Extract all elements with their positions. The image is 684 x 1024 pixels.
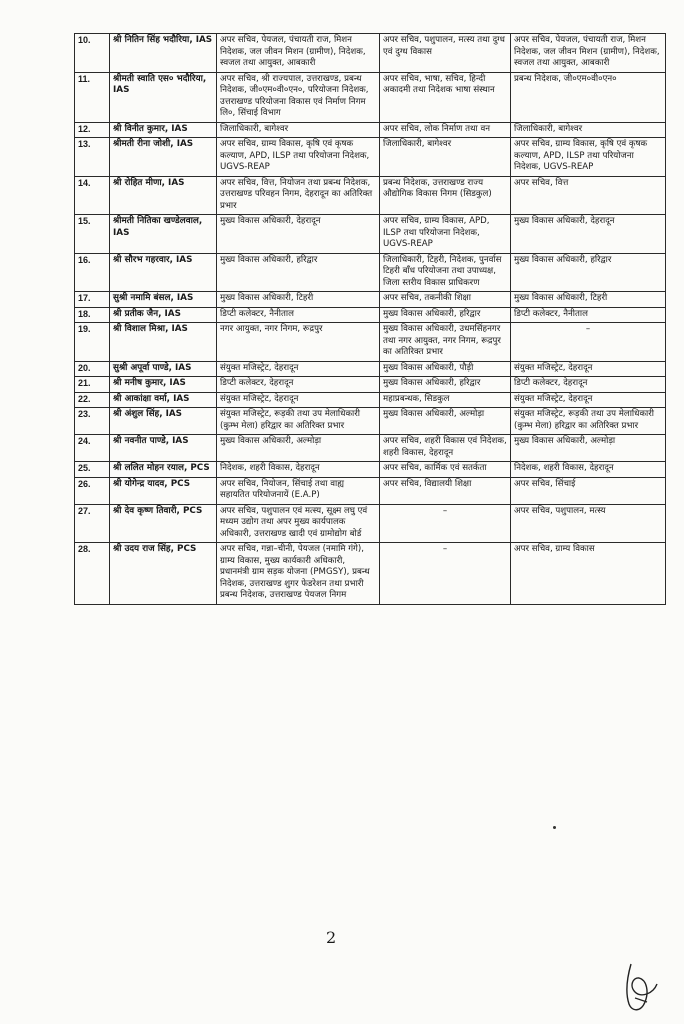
serial-number-cell: 25. — [75, 462, 110, 478]
serial-number-cell: 21. — [75, 377, 110, 393]
table-row — [75, 253, 666, 292]
serial-number-cell: 26. — [75, 477, 110, 504]
serial-number-cell: 14. — [75, 176, 110, 215]
current-posting-cell: जिलाधिकारी, बागेश्वर — [217, 122, 380, 138]
new-posting-cell: महाप्रबन्धक, सिडकुल — [380, 392, 511, 408]
officer-name-cell: श्री ललित मोहन रयाल, PCS — [110, 462, 217, 478]
new-posting-cell: मुख्य विकास अधिकारी, अल्मोड़ा — [380, 408, 511, 435]
serial-number-cell: 19. — [75, 323, 110, 362]
new-posting-cell: – — [380, 543, 511, 605]
retained-posting-cell: अपर सचिव, सिंचाई — [511, 477, 666, 504]
new-posting-cell: जिलाधिकारी, बागेश्वर — [380, 138, 511, 177]
table-row — [75, 408, 666, 435]
officer-name-cell: सुश्री नमामि बंसल, IAS — [110, 292, 217, 308]
serial-number-cell: 27. — [75, 504, 110, 543]
officer-name-cell: श्री प्रतीक जैन, IAS — [110, 307, 217, 323]
new-posting-cell: अपर सचिव, कार्मिक एवं सतर्कता — [380, 462, 511, 478]
new-posting-cell: अपर सचिव, विद्यालयी शिक्षा — [380, 477, 511, 504]
current-posting-cell: अपर सचिव, पेयजल, पंचायती राज, मिशन निदेशक, जल जीवन मिशन (ग्रामीण), निदेशक, स्वजल तथा आयुक्त, आबकारी — [217, 34, 380, 73]
current-posting-cell: मुख्य विकास अधिकारी, हरिद्वार — [217, 253, 380, 292]
table-row — [75, 543, 666, 605]
retained-posting-cell: – — [511, 323, 666, 362]
new-posting-cell: – — [380, 504, 511, 543]
retained-posting-cell: संयुक्त मजिस्ट्रेट, देहरादून — [511, 392, 666, 408]
handwritten-signature — [617, 958, 667, 1022]
table-body — [75, 34, 666, 605]
new-posting-cell: अपर सचिव, लोक निर्माण तथा वन — [380, 122, 511, 138]
current-posting-cell: अपर सचिव, वित्त, नियोजन तथा प्रबन्ध निदेशक, उत्तराखण्ड परिवहन निगम, देहरादून का अतिरिक्त प्रभार — [217, 176, 380, 215]
new-posting-cell: अपर सचिव, पशुपालन, मत्स्य तथा दुग्ध एवं दुग्ध विकास — [380, 34, 511, 73]
retained-posting-cell: मुख्य विकास अधिकारी, टिहरी — [511, 292, 666, 308]
current-posting-cell: नगर आयुक्त, नगर निगम, रूद्रपुर — [217, 323, 380, 362]
serial-number-cell: 28. — [75, 543, 110, 605]
retained-posting-cell: अपर सचिव, ग्राम्य विकास, कृषि एवं कृषक कल्याण, APD, ILSP तथा परियोजना निदेशक, UGVS-REAP — [511, 138, 666, 177]
officer-name-cell: श्री मनीष कुमार, IAS — [110, 377, 217, 393]
new-posting-cell: मुख्य विकास अधिकारी, उधमसिंहनगर तथा नगर आयुक्त, नगर निगम, रूद्रपुर का अतिरिक्त प्रभार — [380, 323, 511, 362]
table-row — [75, 462, 666, 478]
ink-dot — [553, 826, 556, 829]
table-row — [75, 72, 666, 122]
current-posting-cell: डिप्टी कलेक्टर, नैनीताल — [217, 307, 380, 323]
current-posting-cell: निदेशक, शहरी विकास, देहरादून — [217, 462, 380, 478]
current-posting-cell: मुख्य विकास अधिकारी, अल्मोड़ा — [217, 435, 380, 462]
transfer-list-table-container — [74, 33, 664, 605]
table-row — [75, 34, 666, 73]
serial-number-cell: 17. — [75, 292, 110, 308]
table-row — [75, 392, 666, 408]
serial-number-cell: 15. — [75, 215, 110, 254]
current-posting-cell: मुख्य विकास अधिकारी, देहरादून — [217, 215, 380, 254]
current-posting-cell: अपर सचिव, गन्ना–चीनी, पेयजल (नमामि गंगे), ग्राम्य विकास, मुख्य कार्यकारी अधिकारी, प्रधानमंत्री ग्राम सड़क योजना (PMGSY), प्रबन्ध निदेशक, उत्तराखण्ड शुगर फेडरेशन तथा प्रभारी प्रबन्ध निदेशक, उत्तराखण्ड पेयजल निगम — [217, 543, 380, 605]
retained-posting-cell: मुख्य विकास अधिकारी, देहरादून — [511, 215, 666, 254]
officer-name-cell: श्री नवनीत पाण्डे, IAS — [110, 435, 217, 462]
signature-icon — [617, 958, 667, 1018]
retained-posting-cell: डिप्टी कलेक्टर, देहरादून — [511, 377, 666, 393]
table-row — [75, 477, 666, 504]
serial-number-cell: 23. — [75, 408, 110, 435]
serial-number-cell: 10. — [75, 34, 110, 73]
retained-posting-cell: अपर सचिव, ग्राम्य विकास — [511, 543, 666, 605]
new-posting-cell: अपर सचिव, ग्राम्य विकास, APD, ILSP तथा परियोजना निदेशक, UGVS-REAP — [380, 215, 511, 254]
new-posting-cell: मुख्य विकास अधिकारी, हरिद्वार — [380, 307, 511, 323]
current-posting-cell: अपर सचिव, श्री राज्यपाल, उत्तराखण्ड, प्रबन्ध निदेशक, जी०एम०वी०एन०, परियोजना निदेशक, उत्तराखण्ड परियोजना विकास एवं निर्माण निगम लि०, सिंचाई विभाग — [217, 72, 380, 122]
new-posting-cell: जिलाधिकारी, टिहरी, निदेशक, पुनर्वास टिहरी बाँध परियोजना तथा उपाध्यक्ष, जिला स्तरीय विकास प्राधिकरण — [380, 253, 511, 292]
retained-posting-cell: अपर सचिव, पेयजल, पंचायती राज, मिशन निदेशक, जल जीवन मिशन (ग्रामीण), निदेशक, स्वजल तथा आयुक्त, आबकारी — [511, 34, 666, 73]
page-number: 2 — [326, 928, 337, 947]
new-posting-cell: मुख्य विकास अधिकारी, पौड़ी — [380, 361, 511, 377]
table-row — [75, 176, 666, 215]
officer-name-cell: श्रीमती रीना जोशी, IAS — [110, 138, 217, 177]
table-row — [75, 323, 666, 362]
table-row — [75, 122, 666, 138]
retained-posting-cell: निदेशक, शहरी विकास, देहरादून — [511, 462, 666, 478]
officer-name-cell: श्री सौरभ गहरवार, IAS — [110, 253, 217, 292]
table-row — [75, 361, 666, 377]
officer-name-cell: श्री अंशुल सिंह, IAS — [110, 408, 217, 435]
officer-name-cell: श्री नितिन सिंह भदौरिया, IAS — [110, 34, 217, 73]
current-posting-cell: अपर सचिव, ग्राम्य विकास, कृषि एवं कृषक कल्याण, APD, ILSP तथा परियोजना निदेशक, UGVS-REAP — [217, 138, 380, 177]
new-posting-cell: प्रबन्ध निदेशक, उत्तराखण्ड राज्य औद्योगिक विकास निगम (सिडकुल) — [380, 176, 511, 215]
officer-name-cell: श्री विशाल मिश्रा, IAS — [110, 323, 217, 362]
table-row — [75, 504, 666, 543]
retained-posting-cell: डिप्टी कलेक्टर, नैनीताल — [511, 307, 666, 323]
transfer-list-table — [74, 33, 666, 605]
retained-posting-cell: अपर सचिव, पशुपालन, मत्स्य — [511, 504, 666, 543]
serial-number-cell: 18. — [75, 307, 110, 323]
new-posting-cell: अपर सचिव, तकनीकी शिक्षा — [380, 292, 511, 308]
current-posting-cell: अपर सचिव, नियोजन, सिंचाई तथा वाह्य सहायतित परियोजनायें (E.A.P) — [217, 477, 380, 504]
current-posting-cell: संयुक्त मजिस्ट्रेट, देहरादून — [217, 392, 380, 408]
officer-name-cell: श्री उदय राज सिंह, PCS — [110, 543, 217, 605]
officer-name-cell: श्री विनीत कुमार, IAS — [110, 122, 217, 138]
retained-posting-cell: जिलाधिकारी, बागेश्वर — [511, 122, 666, 138]
table-row — [75, 435, 666, 462]
officer-name-cell: सुश्री अपूर्वा पाण्डे, IAS — [110, 361, 217, 377]
table-row — [75, 377, 666, 393]
serial-number-cell: 20. — [75, 361, 110, 377]
retained-posting-cell: अपर सचिव, वित्त — [511, 176, 666, 215]
serial-number-cell: 22. — [75, 392, 110, 408]
current-posting-cell: मुख्य विकास अधिकारी, टिहरी — [217, 292, 380, 308]
officer-name-cell: श्री योगेन्द्र यादव, PCS — [110, 477, 217, 504]
new-posting-cell: मुख्य विकास अधिकारी, हरिद्वार — [380, 377, 511, 393]
serial-number-cell: 24. — [75, 435, 110, 462]
officer-name-cell: श्रीमती नितिका खण्डेलवाल, IAS — [110, 215, 217, 254]
table-row — [75, 307, 666, 323]
officer-name-cell: श्री देव कृष्ण तिवारी, PCS — [110, 504, 217, 543]
new-posting-cell: अपर सचिव, भाषा, सचिव, हिन्दी अकादमी तथा निदेशक भाषा संस्थान — [380, 72, 511, 122]
officer-name-cell: श्री आकांक्षा वर्मा, IAS — [110, 392, 217, 408]
serial-number-cell: 16. — [75, 253, 110, 292]
current-posting-cell: संयुक्त मजिस्ट्रेट, रूड़की तथा उप मेलाधिकारी (कुम्भ मेला) हरिद्वार का अतिरिक्त प्रभार — [217, 408, 380, 435]
officer-name-cell: श्री रोहित मीणा, IAS — [110, 176, 217, 215]
retained-posting-cell: प्रबन्ध निदेशक, जी०एम०वी०एन० — [511, 72, 666, 122]
table-row — [75, 292, 666, 308]
serial-number-cell: 11. — [75, 72, 110, 122]
officer-name-cell: श्रीमती स्वाति एस० भदौरिया, IAS — [110, 72, 217, 122]
current-posting-cell: अपर सचिव, पशुपालन एवं मत्स्य, सूक्ष्म लघु एवं मध्यम उद्योग तथा अपर मुख्य कार्यपालक अधिकारी, उत्तराखण्ड खादी एवं ग्रामोद्योग बोर्ड — [217, 504, 380, 543]
table-row — [75, 138, 666, 177]
serial-number-cell: 13. — [75, 138, 110, 177]
table-row — [75, 215, 666, 254]
current-posting-cell: संयुक्त मजिस्ट्रेट, देहरादून — [217, 361, 380, 377]
retained-posting-cell: मुख्य विकास अधिकारी, अल्मोड़ा — [511, 435, 666, 462]
retained-posting-cell: संयुक्त मजिस्ट्रेट, रूड़की तथा उप मेलाधिकारी (कुम्भ मेला) हरिद्वार का अतिरिक्त प्रभार — [511, 408, 666, 435]
new-posting-cell: अपर सचिव, शहरी विकास एवं निदेशक, शहरी विकास, देहरादून — [380, 435, 511, 462]
current-posting-cell: डिप्टी कलेक्टर, देहरादून — [217, 377, 380, 393]
serial-number-cell: 12. — [75, 122, 110, 138]
retained-posting-cell: मुख्य विकास अधिकारी, हरिद्वार — [511, 253, 666, 292]
retained-posting-cell: संयुक्त मजिस्ट्रेट, देहरादून — [511, 361, 666, 377]
